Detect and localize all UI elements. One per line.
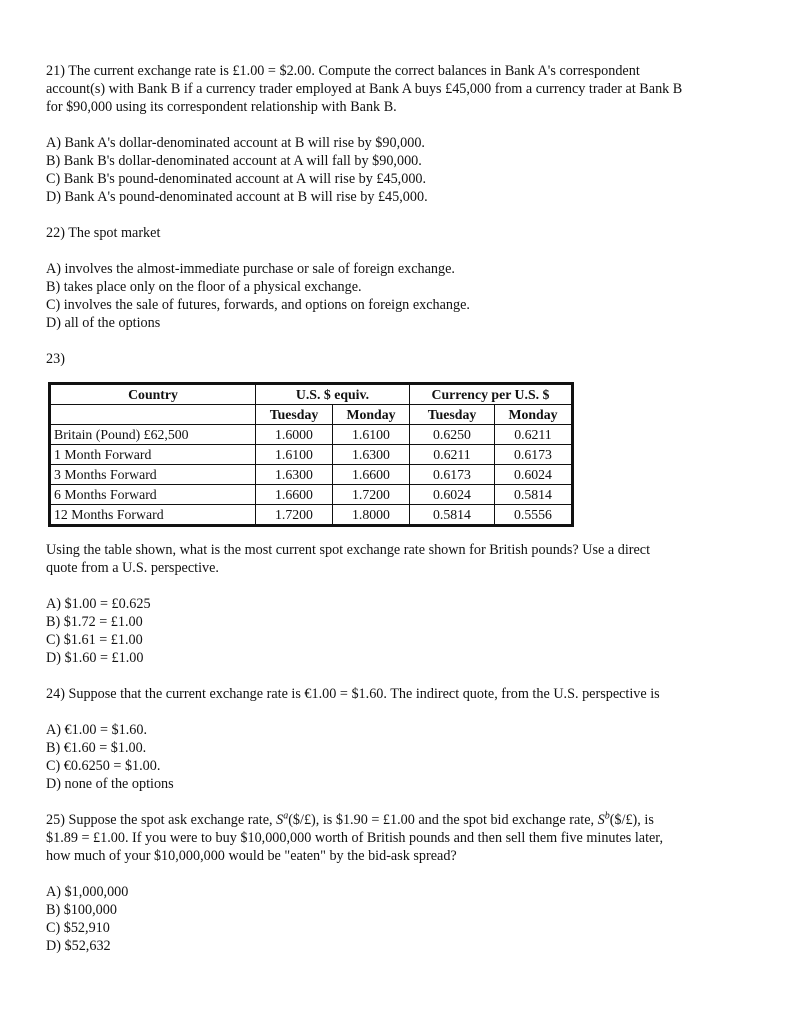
question-23 <box>46 350 746 368</box>
question-24 <box>46 685 746 703</box>
cell-cur-tuesday: 0.6024 <box>410 485 495 505</box>
question-23-number: 23) <box>46 351 65 367</box>
exchange-rate-table-wrapper <box>48 382 746 527</box>
question-21-line-2: account(s) with Bank B if a currency trader employed at Bank A buys £45,000 from a currency trader at Bank B <box>46 81 683 97</box>
exam-page <box>46 62 746 973</box>
cell-cur-tuesday: 0.5814 <box>410 505 495 526</box>
question-25-options <box>46 883 746 955</box>
table-header-row <box>50 384 573 405</box>
cell-cur-monday: 0.6211 <box>495 425 573 445</box>
question-25-line-1 <box>46 811 746 829</box>
header-usd-equiv: U.S. $ equiv. <box>256 384 410 405</box>
table-row <box>50 445 573 465</box>
question-22-stem: 22) The spot market <box>46 225 161 241</box>
option-d: D) $1.60 = £1.00 <box>46 650 144 666</box>
cell-cur-monday: 0.6173 <box>495 445 573 465</box>
cell-usd-tuesday: 1.6000 <box>256 425 333 445</box>
q25-text-a: 25) Suppose the spot ask exchange rate, <box>46 812 277 828</box>
row-country: 1 Month Forward <box>50 445 256 465</box>
option-a: A) Bank A's dollar-denominated account at B will rise by $90,000. <box>46 135 425 151</box>
option-c: C) $52,910 <box>46 920 110 936</box>
cell-usd-tuesday: 1.6600 <box>256 485 333 505</box>
option-a: A) involves the almost-immediate purchase or sale of foreign exchange. <box>46 261 455 277</box>
option-b: B) takes place only on the floor of a physical exchange. <box>46 279 362 295</box>
cell-cur-tuesday: 0.6173 <box>410 465 495 485</box>
row-country: 12 Months Forward <box>50 505 256 526</box>
option-d: D) $52,632 <box>46 938 111 954</box>
question-22 <box>46 224 746 242</box>
option-a: A) €1.00 = $1.60. <box>46 722 148 738</box>
table-row <box>50 485 573 505</box>
question-22-options <box>46 260 746 332</box>
header-blank <box>50 405 256 425</box>
table-row <box>50 465 573 485</box>
question-21-line-1: 21) The current exchange rate is £1.00 = $2.00. Compute the correct balances in Bank A's correspondent <box>46 63 640 79</box>
question-23-stem <box>46 541 746 577</box>
question-25-line-3: how much of your $10,000,000 would be "eaten" by the bid-ask spread? <box>46 848 457 864</box>
question-21-options <box>46 134 746 206</box>
question-23-line-2: quote from a U.S. perspective. <box>46 560 219 576</box>
option-b: B) $100,000 <box>46 902 117 918</box>
table-subheader-row <box>50 405 573 425</box>
header-country: Country <box>50 384 256 405</box>
cell-cur-monday: 0.6024 <box>495 465 573 485</box>
option-d: D) Bank A's pound-denominated account at B will rise by £45,000. <box>46 189 428 205</box>
cell-usd-monday: 1.7200 <box>333 485 410 505</box>
cell-usd-tuesday: 1.6300 <box>256 465 333 485</box>
row-country: Britain (Pound) £62,500 <box>50 425 256 445</box>
question-24-stem: 24) Suppose that the current exchange rate is €1.00 = $1.60. The indirect quote, from the U.S. perspective is <box>46 686 660 702</box>
option-a: A) $1,000,000 <box>46 884 129 900</box>
cell-usd-tuesday: 1.6100 <box>256 445 333 465</box>
bid-rate-symbol: S <box>597 812 605 828</box>
cell-usd-monday: 1.6300 <box>333 445 410 465</box>
cell-usd-monday: 1.6600 <box>333 465 410 485</box>
header-tuesday: Tuesday <box>410 405 495 425</box>
ask-superscript: a <box>283 810 289 822</box>
option-a: A) $1.00 = £0.625 <box>46 596 151 612</box>
question-23-line-1: Using the table shown, what is the most current spot exchange rate shown for British pounds? Use a direct <box>46 542 651 558</box>
row-country: 3 Months Forward <box>50 465 256 485</box>
cell-cur-tuesday: 0.6250 <box>410 425 495 445</box>
header-monday: Monday <box>333 405 410 425</box>
cell-usd-monday: 1.8000 <box>333 505 410 526</box>
option-b: B) €1.60 = $1.00. <box>46 740 147 756</box>
cell-usd-monday: 1.6100 <box>333 425 410 445</box>
row-country: 6 Months Forward <box>50 485 256 505</box>
table-row <box>50 505 573 526</box>
q25-text-c: ($/£), is <box>609 812 654 828</box>
header-currency-per-usd: Currency per U.S. $ <box>410 384 573 405</box>
option-d: D) all of the options <box>46 315 161 331</box>
question-25 <box>46 811 746 865</box>
question-24-options <box>46 721 746 793</box>
cell-cur-monday: 0.5814 <box>495 485 573 505</box>
header-monday: Monday <box>495 405 573 425</box>
q25-text-b: ($/£), is $1.90 = £1.00 and the spot bid exchange rate, <box>288 812 598 828</box>
option-c: C) €0.6250 = $1.00. <box>46 758 161 774</box>
ask-rate-symbol: S <box>276 812 284 828</box>
cell-cur-tuesday: 0.6211 <box>410 445 495 465</box>
option-c: C) involves the sale of futures, forwards, and options on foreign exchange. <box>46 297 470 313</box>
option-b: B) Bank B's dollar-denominated account at A will fall by $90,000. <box>46 153 422 169</box>
header-tuesday: Tuesday <box>256 405 333 425</box>
table-row <box>50 425 573 445</box>
option-d: D) none of the options <box>46 776 174 792</box>
question-23-options <box>46 595 746 667</box>
exchange-rate-table <box>48 382 574 527</box>
question-21-line-3: for $90,000 using its correspondent relationship with Bank B. <box>46 99 397 115</box>
option-c: C) Bank B's pound-denominated account at A will rise by £45,000. <box>46 171 427 187</box>
option-b: B) $1.72 = £1.00 <box>46 614 143 630</box>
question-25-line-2: $1.89 = £1.00. If you were to buy $10,000,000 worth of British pounds and then sell them five minutes later, <box>46 830 664 846</box>
question-21 <box>46 62 746 116</box>
bid-superscript: b <box>604 810 610 822</box>
cell-usd-tuesday: 1.7200 <box>256 505 333 526</box>
option-c: C) $1.61 = £1.00 <box>46 632 143 648</box>
cell-cur-monday: 0.5556 <box>495 505 573 526</box>
